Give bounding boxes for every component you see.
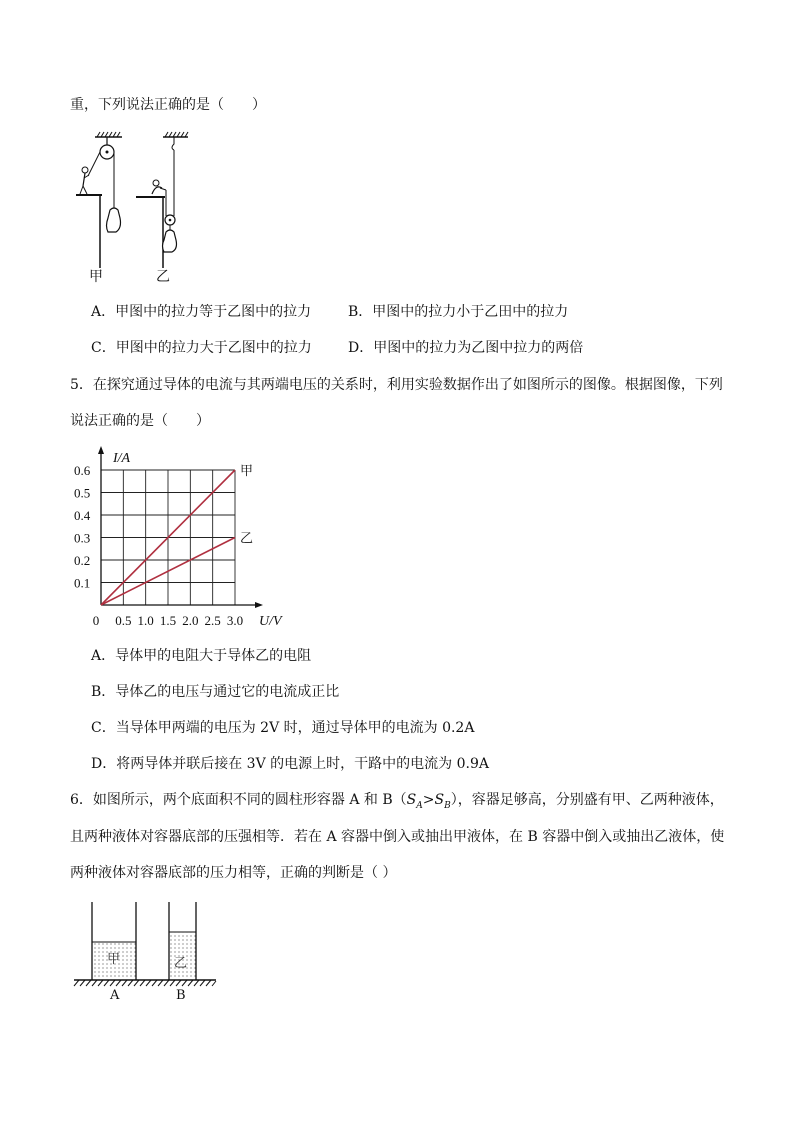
liquid-b-label: 乙	[174, 956, 188, 971]
series-label-jia: 甲	[240, 464, 254, 479]
container-a-label: A	[110, 988, 120, 1003]
q4-option-d[interactable]: D．甲图中的拉力为乙图中拉力的两倍	[348, 340, 584, 356]
pulley-figure	[70, 128, 290, 313]
y-axis-arrow	[98, 446, 104, 454]
area-subscript-a: A	[416, 800, 423, 811]
x-tick-label: 3.0	[226, 613, 244, 628]
y-tick-label: 0.1	[74, 575, 91, 591]
q6-stem-line1-end: ），容器足够高，分别盛有甲、乙两种液体，	[450, 792, 724, 808]
q6-stem-line3: 两种液体对容器底部的压力相等，正确的判断是（ ）	[70, 865, 397, 881]
y-tick-label: 0.4	[74, 508, 91, 523]
origin-label: 0	[92, 613, 100, 628]
q5-option-a[interactable]: A．导体甲的电阻大于导体乙的电阻	[91, 648, 312, 664]
y-tick-label: 0.5	[74, 485, 91, 501]
y-axis-label: I/A	[113, 451, 131, 466]
container-b-label: B	[176, 988, 186, 1003]
q4-option-b[interactable]: B．甲图中的拉力小于乙田中的拉力	[348, 304, 569, 320]
y-tick-label: 0.6	[74, 463, 91, 478]
x-tick-label: 1.0	[137, 613, 154, 628]
area-symbol-a: S	[406, 792, 417, 808]
q5-stem-line1: 5．在探究通过导体的电流与其两端电压的关系时，利用实验数据作出了如图所示的图像。根据图像，下列	[70, 377, 723, 393]
q6-stem-line1	[70, 791, 724, 815]
q5-option-b[interactable]: B．导体乙的电压与通过它的电流成正比	[91, 684, 340, 700]
q5-stem-line2: 说法正确的是（ ）	[70, 413, 210, 429]
x-tick-label: 1.5	[159, 613, 177, 628]
q6-stem-line2: 且两种液体对容器底部的压强相等．若在 A 容器中倒入或抽出甲液体，在 B 容器中倒入或抽出乙液体，使	[70, 829, 725, 845]
x-axis-label: U/V	[259, 614, 282, 629]
iv-chart	[70, 445, 290, 635]
x-tick-label: 2.5	[204, 613, 221, 628]
q4-option-a[interactable]: A．甲图中的拉力等于乙图中的拉力	[91, 304, 312, 320]
figure-label-yi: 乙	[156, 269, 170, 285]
q5-option-c[interactable]: C．当导体甲两端的电压为 2V 时，通过导体甲的电流为 0.2A	[91, 720, 475, 736]
series-label-yi: 乙	[240, 531, 254, 547]
comparison-sign: >	[422, 792, 435, 808]
q4-stem: 重，下列说法正确的是（ ）	[70, 97, 266, 113]
containers-figure	[70, 895, 220, 1005]
x-tick-label: 2.0	[182, 613, 199, 628]
q5-option-d[interactable]: D．将两导体并联后接在 3V 的电源上时，干路中的电流为 0.9A	[91, 756, 489, 772]
liquid-a-label: 甲	[107, 952, 121, 967]
y-tick-label: 0.2	[74, 553, 91, 568]
q6-stem-line1-start: 6．如图所示，两个底面积不同的圆柱形容器 A 和 B（	[70, 792, 407, 808]
x-tick-label: 0.5	[115, 613, 132, 628]
q4-option-c[interactable]: C．甲图中的拉力大于乙图中的拉力	[91, 340, 312, 356]
x-axis-arrow	[255, 602, 263, 608]
figure-label-jia: 甲	[89, 269, 103, 285]
area-symbol-b: S	[434, 792, 445, 808]
area-subscript-b: B	[444, 800, 451, 811]
y-tick-label: 0.3	[74, 530, 91, 546]
